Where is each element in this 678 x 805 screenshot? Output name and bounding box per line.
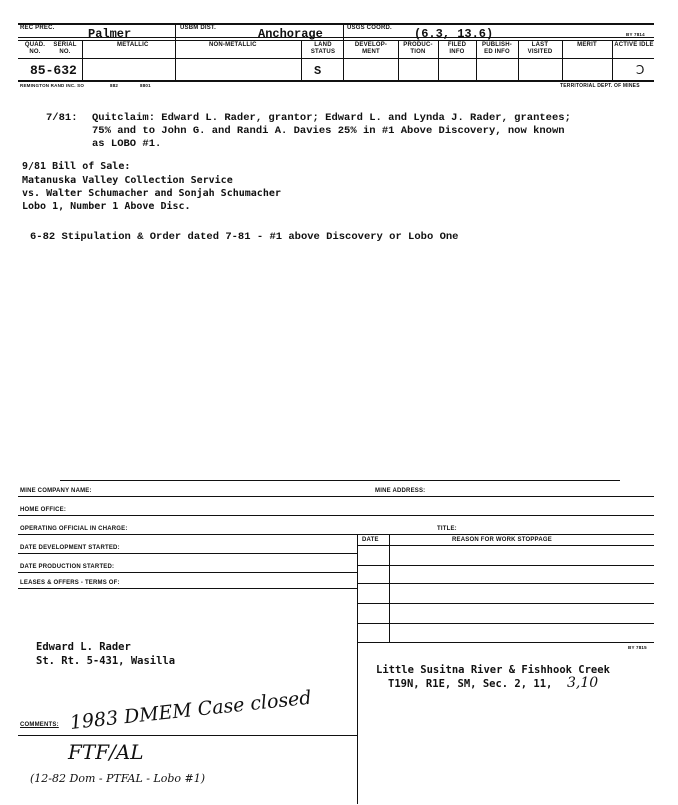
printer-code: 882 <box>110 83 119 88</box>
active-idle-label: ACTIVE IDLE <box>614 42 654 48</box>
date-development-label: DATE DEVELOPMENT STARTED: <box>20 545 120 551</box>
leases-label: LEASES & OFFERS - TERMS OF: <box>20 580 120 586</box>
form-row-rule <box>18 515 654 516</box>
stoppage-row-rule <box>357 583 654 584</box>
col-divider <box>301 40 302 80</box>
printer-credit: REMINGTON RAND INC. SO <box>20 83 85 88</box>
entry-date: 7/81: <box>46 112 78 124</box>
form-row-rule <box>18 588 358 589</box>
handwritten-comment: (12-82 Dom - PTFAL - Lobo #1) <box>30 772 206 785</box>
last-visited-label: LAST VISITED <box>527 42 553 55</box>
form-row-rule <box>18 534 654 535</box>
active-idle-mark: Ↄ <box>636 63 645 77</box>
rec-prec-label: REC PREC. <box>20 25 55 31</box>
location-line: T19N, R1E, SM, Sec. 2, 11, <box>388 678 553 690</box>
location-line: Little Susitna River & Fishhook Creek <box>376 664 610 676</box>
entry-line: Matanuska Valley Collection Service <box>22 175 233 186</box>
production-label: PRODUC-TION <box>403 42 433 55</box>
entry-line: 6-82 Stipulation & Order dated 7-81 - #1 above Discovery or Lobo One <box>30 231 459 243</box>
handwritten-comment: 1983 DMEM Case closed <box>68 686 313 734</box>
form-row-rule <box>18 572 358 573</box>
stoppage-row-rule <box>357 603 654 604</box>
date-col-divider <box>389 534 390 642</box>
entry-line: Lobo 1, Number 1 Above Disc. <box>22 201 191 212</box>
location-handwritten: 3,10 <box>567 675 599 691</box>
stoppage-row-rule <box>357 642 654 643</box>
operating-official-label: OPERATING OFFICIAL IN CHARGE: <box>20 526 128 532</box>
home-office-label: HOME OFFICE: <box>20 507 67 513</box>
date-column-header: DATE <box>362 537 379 543</box>
col-divider <box>343 23 344 80</box>
header-colhead-rule <box>18 58 654 59</box>
header-bottom-rule <box>18 80 654 82</box>
col-divider <box>398 40 399 80</box>
filed-info-label: FILED INFO <box>447 42 467 55</box>
lessee-line: St. Rt. 5-431, Wasilla <box>36 655 176 667</box>
form-top-rule <box>60 480 620 481</box>
col-divider <box>518 40 519 80</box>
stoppage-row-rule <box>357 565 654 566</box>
entry-line: 9/81 Bill of Sale: <box>22 161 131 172</box>
merit-label: MERIT <box>577 42 597 48</box>
col-divider <box>438 40 439 80</box>
col-divider <box>82 40 83 80</box>
date-production-label: DATE PRODUCTION STARTED: <box>20 564 115 570</box>
stoppage-row-rule <box>357 623 654 624</box>
form-number: BY 7814 <box>626 32 645 37</box>
usgs-coord-value: (6.3, 13.6) <box>414 27 494 41</box>
usbm-dist-label: USBM DIST. <box>180 25 217 31</box>
entry-line: vs. Walter Schumacher and Sonjah Schumacher <box>22 188 281 199</box>
col-divider <box>175 23 176 80</box>
col-divider <box>612 40 613 80</box>
usbm-dist-value: Anchorage <box>258 27 323 41</box>
title-label: TITLE: <box>437 526 457 532</box>
lessee-line: Edward L. Rader <box>36 641 131 653</box>
serial-no-label: SERIAL NO. <box>53 42 77 55</box>
land-status-value: S <box>314 64 322 78</box>
quad-no-label: QUAD. NO. <box>24 42 46 55</box>
development-label: DEVELOP-MENT <box>354 42 388 55</box>
header-top-rule <box>18 23 654 25</box>
form-row-rule <box>18 553 358 554</box>
form-number-2: BY 7815 <box>628 645 647 650</box>
mine-address-label: MINE ADDRESS: <box>375 488 426 494</box>
comments-rule <box>18 735 357 736</box>
mine-company-name-label: MINE COMPANY NAME: <box>20 488 92 494</box>
usgs-coord-label: USGS COORD. <box>347 25 392 31</box>
entry-line: 75% and to John G. and Randi A. Davies 25% in #1 Above Discovery, now known <box>92 125 565 137</box>
non-metallic-label: NON-METALLIC <box>209 42 257 48</box>
handwritten-comment: FTF/AL <box>68 740 144 764</box>
rec-prec-value: Palmer <box>88 27 132 41</box>
reason-column-header: REASON FOR WORK STOPPAGE <box>452 537 552 543</box>
form-row-rule <box>18 496 654 497</box>
agency-name: TERRITORIAL DEPT. OF MINES <box>560 83 640 89</box>
metallic-label: METALLIC <box>117 42 149 48</box>
entry-line: Quitclaim: Edward L. Rader, grantor; Edward L. and Lynda J. Rader, grantees; <box>92 112 571 124</box>
stoppage-row-rule <box>357 545 654 546</box>
comments-label: COMMENTS: <box>20 722 59 728</box>
form-center-divider <box>357 534 358 804</box>
col-divider <box>562 40 563 80</box>
printer-code: 8801 <box>140 83 151 88</box>
published-info-label: PUBLISH-ED INFO <box>482 42 512 55</box>
entry-line: as LOBO #1. <box>92 138 162 150</box>
col-divider <box>476 40 477 80</box>
land-status-label: LAND STATUS <box>310 42 336 55</box>
quad-serial-value: 85-632 <box>30 63 77 78</box>
